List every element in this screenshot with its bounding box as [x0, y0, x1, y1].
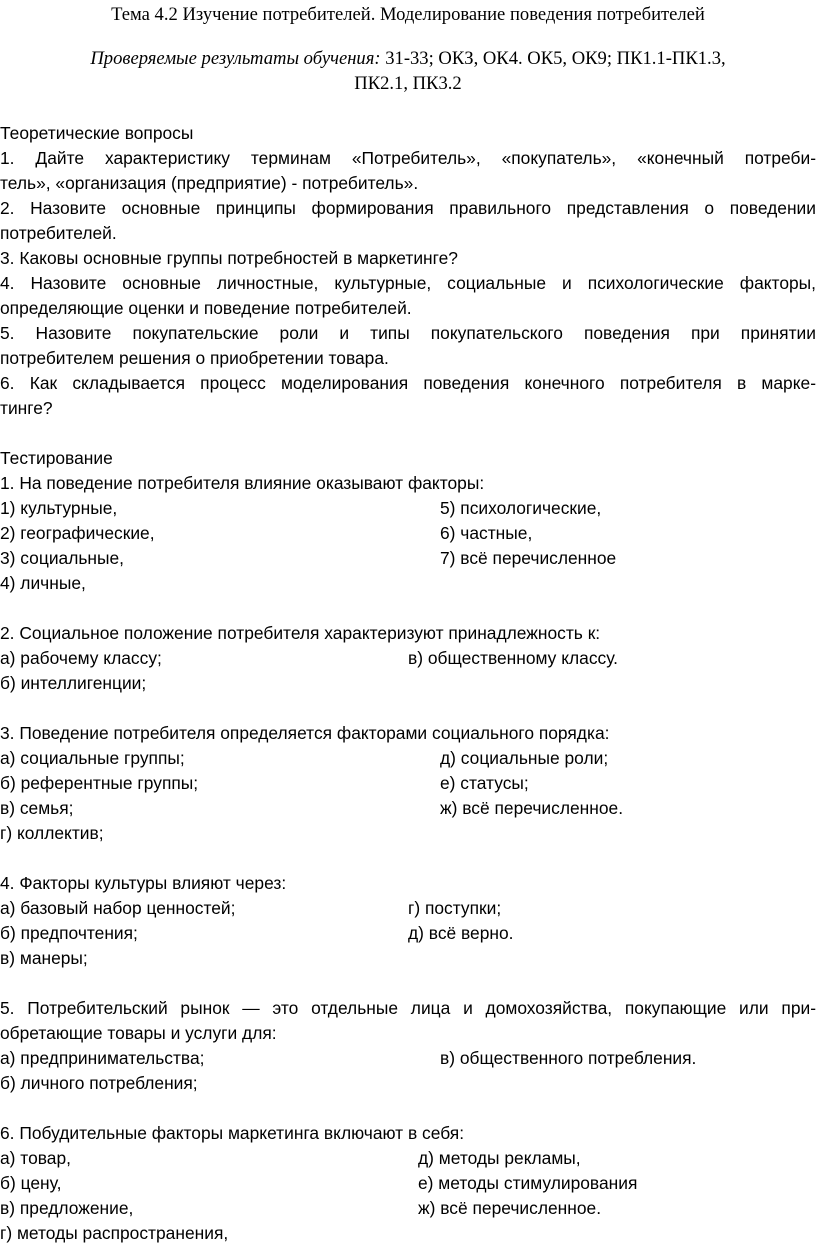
- answer-option: 3) социальные,: [0, 548, 125, 568]
- theory-line: 6. Как складывается процесс моделирования поведения конечного потребителя в марке-: [0, 373, 816, 393]
- learning-results-value: 31-33; ОКЗ, ОК4. ОК5, ОК9; ПК1.1-ПК1.3,: [380, 48, 726, 69]
- answer-option: а) рабочему классу;: [0, 648, 162, 668]
- answer-option: д) методы рекламы,: [418, 1148, 581, 1168]
- answer-option: а) товар,: [0, 1148, 71, 1168]
- question-5-cont: обретающие товары и услуги для:: [0, 1023, 277, 1043]
- question-6: 6. Побудительные факторы маркетинга включают в себя:: [0, 1123, 465, 1143]
- answer-option: 7) всё перечисленное: [440, 548, 617, 568]
- answer-option: в) предложение,: [0, 1198, 134, 1218]
- answer-option: б) интеллигенции;: [0, 673, 147, 693]
- answer-option: ж) всё перечисленное.: [440, 798, 624, 818]
- answer-option: ж) всё перечисленное.: [418, 1198, 602, 1218]
- answer-option: а) предпринимательства;: [0, 1048, 205, 1068]
- answer-option: д) социальные роли;: [440, 748, 609, 768]
- answer-option: 6) частные,: [440, 523, 533, 543]
- page-title: Тема 4.2 Изучение потребителей. Моделирование поведения потребителей: [111, 4, 705, 25]
- theory-line: тинге?: [0, 398, 53, 418]
- answer-option: г) коллектив;: [0, 823, 104, 843]
- answer-option: а) базовый набор ценностей;: [0, 898, 236, 918]
- answer-option: б) предпочтения;: [0, 923, 138, 943]
- theory-line: определяющие оценки и поведение потребителей.: [0, 298, 412, 318]
- theory-heading: Теоретические вопросы: [0, 123, 194, 143]
- learning-results-cont: ПК2.1, ПК3.2: [354, 73, 462, 94]
- answer-option: б) референтные группы;: [0, 773, 199, 793]
- learning-results-label: Проверяемые результаты обучения:: [90, 48, 381, 69]
- question-5: 5. Потребительский рынок — это отдельные лица и домохозяйства, покупающие или при-: [0, 998, 816, 1018]
- question-4: 4. Факторы культуры влияют через:: [0, 873, 287, 893]
- theory-line: потребителем решения о приобретении товара.: [0, 348, 389, 368]
- answer-option: б) личного потребления;: [0, 1073, 198, 1093]
- theory-line: 2. Назовите основные принципы формирования правильного представления о поведении: [0, 198, 816, 218]
- answer-option: в) семья;: [0, 798, 74, 818]
- testing-heading: Тестирование: [0, 448, 113, 468]
- answer-option: д) всё верно.: [408, 923, 514, 943]
- theory-line: 5. Назовите покупательские роли и типы покупательского поведения при принятии: [0, 323, 816, 343]
- theory-line: потребителей.: [0, 223, 117, 243]
- answer-option: б) цену,: [0, 1173, 62, 1193]
- answer-option: а) социальные группы;: [0, 748, 185, 768]
- answer-option: в) общественного потребления.: [440, 1048, 697, 1068]
- theory-line: 4. Назовите основные личностные, культурные, социальные и психологические факторы,: [0, 273, 816, 293]
- answer-option: е) статусы;: [440, 773, 529, 793]
- answer-option: 1) культурные,: [0, 498, 118, 518]
- theory-line: 1. Дайте характеристику терминам «Потребитель», «покупатель», «конечный потреби-: [0, 148, 816, 168]
- learning-results: [0, 47, 816, 71]
- question-3: 3. Поведение потребителя определяется факторами социального порядка:: [0, 723, 610, 743]
- answer-option: 2) географические,: [0, 523, 155, 543]
- answer-option: 4) личные,: [0, 573, 86, 593]
- theory-line: тель», «организация (предприятие) - потребитель».: [0, 173, 419, 193]
- question-2: 2. Социальное положение потребителя характеризуют принадлежность к:: [0, 623, 601, 643]
- answer-option: г) методы распространения,: [0, 1223, 229, 1243]
- answer-option: г) поступки;: [408, 898, 502, 918]
- answer-option: в) общественному классу.: [408, 648, 619, 668]
- theory-line: 3. Каковы основные группы потребностей в маркетинге?: [0, 248, 458, 268]
- answer-option: в) манеры;: [0, 948, 88, 968]
- answer-option: е) методы стимулирования: [418, 1173, 638, 1193]
- answer-option: 5) психологические,: [440, 498, 602, 518]
- question-1: 1. На поведение потребителя влияние оказывают факторы:: [0, 473, 485, 493]
